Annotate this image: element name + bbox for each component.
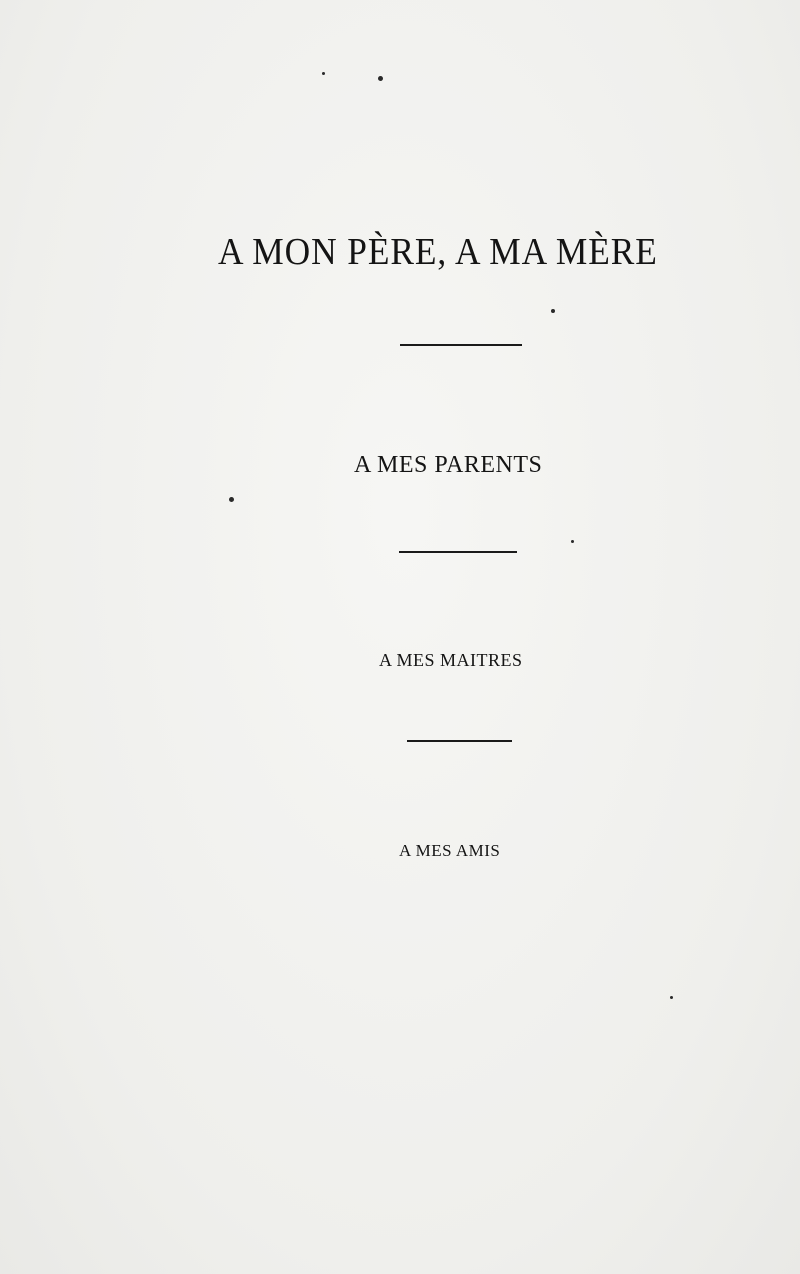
divider-rule [399,551,517,553]
dedication-teachers: A MES MAITRES [379,650,523,670]
ink-speck [322,72,325,75]
ink-speck [378,76,383,81]
ink-speck [571,540,574,543]
divider-rule [407,740,512,742]
ink-speck [670,996,673,999]
divider-rule [400,344,522,346]
dedication-parents-heading: A MON PÈRE, A MA MÈRE [218,231,658,273]
dedication-friends: A MES AMIS [399,841,501,860]
dedication-family: A MES PARENTS [354,452,543,478]
ink-speck [229,497,234,502]
ink-speck [551,309,555,313]
